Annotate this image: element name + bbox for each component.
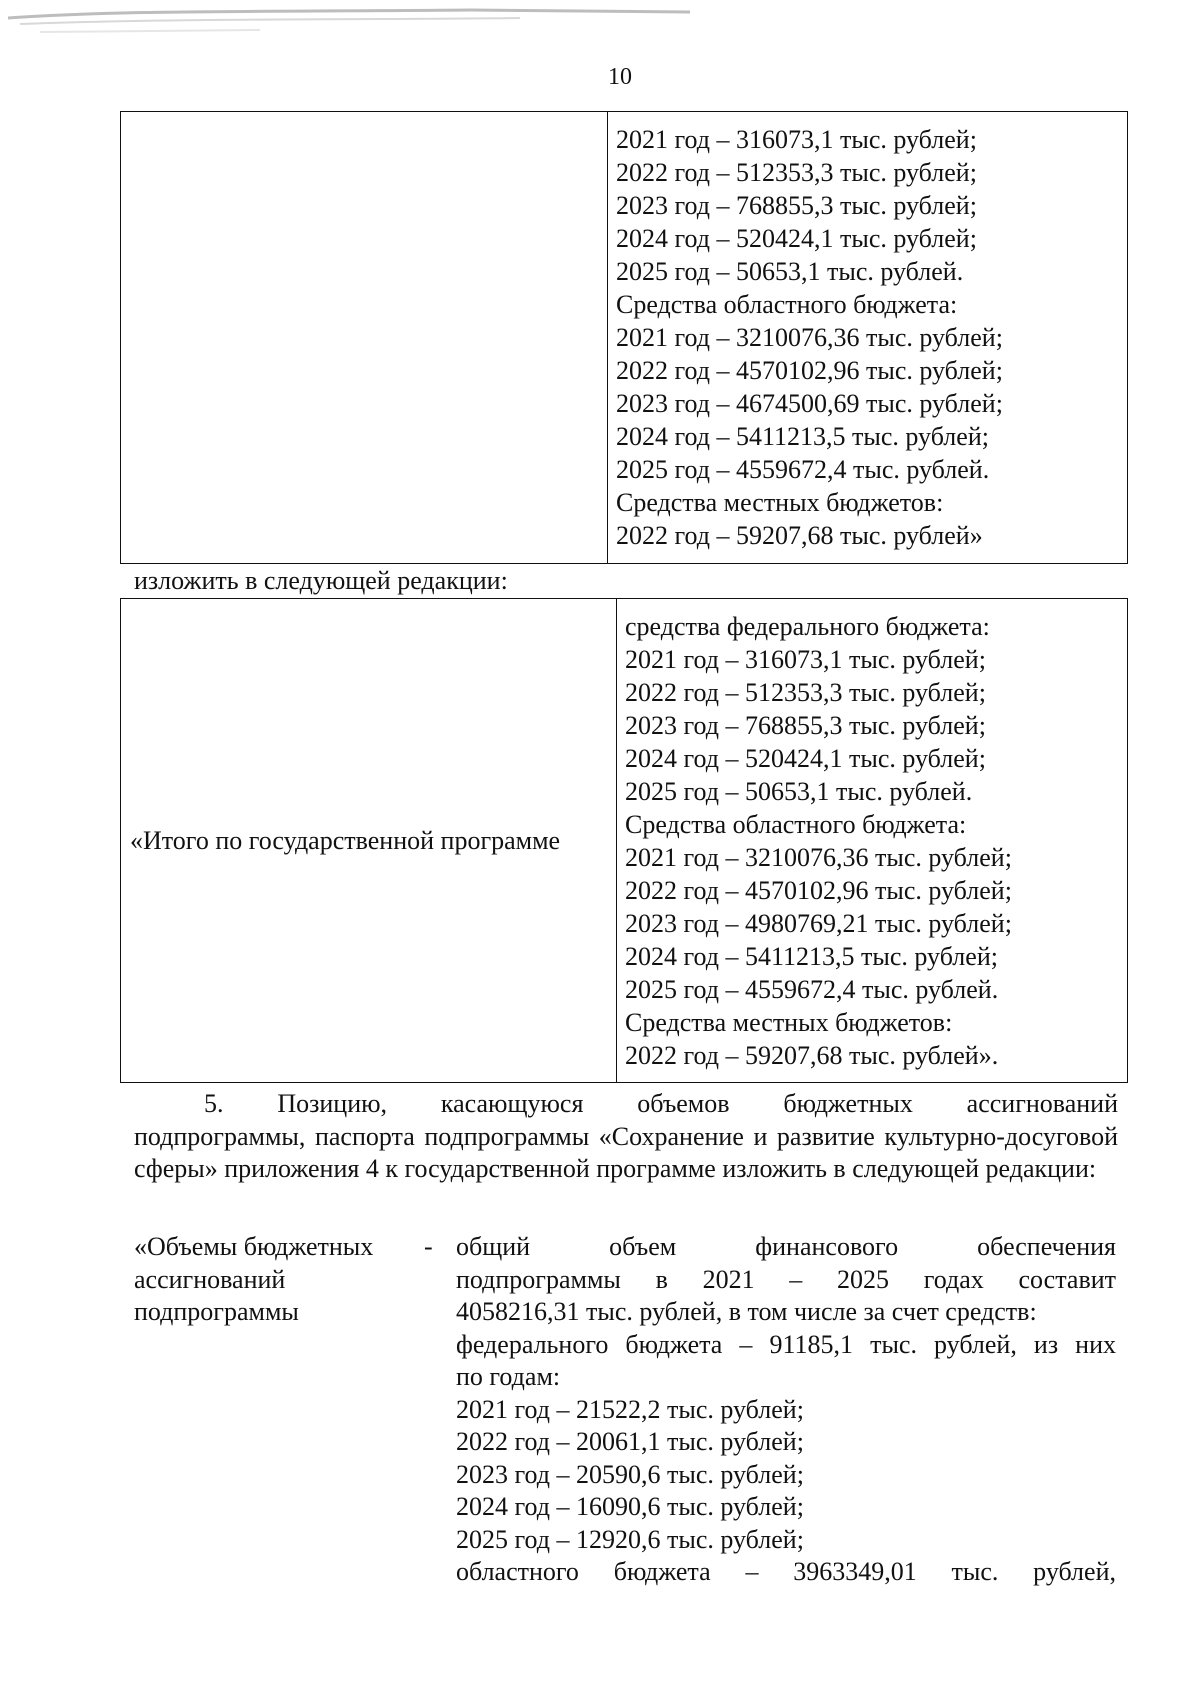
funding-lines-cell: [617, 599, 1128, 1083]
funding-line: 2023 год – 768855,3 тыс. рублей;: [625, 711, 986, 740]
funding-heading: средства федерального бюджета:: [625, 612, 990, 641]
funding-line: 2025 год – 4559672,4 тыс. рублей.: [625, 975, 999, 1004]
funding-heading: Средства местных бюджетов:: [625, 1008, 953, 1037]
empty-left-cell: [121, 112, 608, 564]
federal-budget-line: федерального бюджета – 91185,1 тыс. рублей, из них: [456, 1329, 1116, 1359]
funding-line: 2024 год – 5411213,5 тыс. рублей;: [625, 942, 998, 971]
connector-text: изложить в следующей редакции:: [134, 566, 508, 595]
description-line: подпрограммы в 2021 – 2025 годах составит: [456, 1264, 1116, 1294]
funding-line: 2022 год – 512353,3 тыс. рублей;: [625, 678, 986, 707]
table-before: [120, 111, 1128, 564]
description-line: общий объем финансового обеспечения: [456, 1232, 1116, 1261]
funding-line: 2024 год – 5411213,5 тыс. рублей;: [616, 422, 989, 451]
funding-line: 2024 год – 520424,1 тыс. рублей;: [625, 744, 986, 773]
funding-heading: Средства местных бюджетов:: [616, 488, 944, 517]
scan-artifact: [0, 0, 740, 40]
funding-line: 2022 год – 59207,68 тыс. рублей»: [616, 521, 983, 550]
year-funding-line: 2023 год – 20590,6 тыс. рублей;: [456, 1459, 804, 1489]
position-label-line: ассигнований: [134, 1264, 286, 1294]
funding-line: 2025 год – 50653,1 тыс. рублей.: [625, 777, 973, 806]
itogo-label: «Итого по государственной программе: [121, 599, 617, 1083]
funding-line: 2024 год – 520424,1 тыс. рублей;: [616, 224, 977, 253]
funding-line: 2022 год – 4570102,96 тыс. рублей;: [625, 876, 1012, 905]
funding-heading: Средства областного бюджета:: [616, 290, 958, 319]
year-funding-line: 2025 год – 12920,6 тыс. рублей;: [456, 1524, 804, 1554]
funding-line: 2021 год – 316073,1 тыс. рублей;: [616, 125, 977, 154]
position-label: [134, 1231, 373, 1329]
funding-line: 2021 год – 3210076,36 тыс. рублей;: [616, 323, 1003, 352]
funding-line: 2022 год – 512353,3 тыс. рублей;: [616, 158, 977, 187]
page-number: 10: [608, 64, 632, 90]
year-funding-line: 2022 год – 20061,1 тыс. рублей;: [456, 1427, 804, 1456]
funding-line: 2021 год – 316073,1 тыс. рублей;: [625, 645, 986, 674]
funding-line: 2025 год – 4559672,4 тыс. рублей.: [616, 455, 990, 484]
paragraph-5-first-line: 5. Позицию, касающуюся объемов бюджетных ассигнований: [204, 1089, 1118, 1118]
position-label-line: «Объемы бюджетных: [134, 1232, 374, 1261]
funding-line: 2023 год – 4980769,21 тыс. рублей;: [625, 909, 1012, 938]
table-after: [120, 598, 1128, 1083]
funding-line: 2022 год – 59207,68 тыс. рублей».: [625, 1041, 999, 1070]
funding-line: 2023 год – 768855,3 тыс. рублей;: [616, 191, 977, 220]
position-description: [456, 1231, 1116, 1589]
funding-line: 2022 год – 4570102,96 тыс. рублей;: [616, 356, 1003, 385]
paragraph-5: [134, 1088, 1118, 1186]
description-line: по годам:: [456, 1362, 561, 1391]
funding-lines-cell: [608, 112, 1128, 564]
regional-budget-line: областного бюджета – 3963349,01 тыс. рублей,: [456, 1557, 1116, 1586]
position-label-line: подпрограммы: [134, 1297, 299, 1326]
paragraph-5-body: подпрограммы, паспорта подпрограммы «Сохранение и развитие культурно-досуговой сферы» приложения 4 к государственной программе изложить в следующей редакции:: [134, 1121, 1118, 1183]
funding-line: 2025 год – 50653,1 тыс. рублей.: [616, 257, 964, 286]
funding-line: 2023 год – 4674500,69 тыс. рублей;: [616, 389, 1003, 418]
position-dash: -: [424, 1232, 433, 1261]
funding-heading: Средства областного бюджета:: [625, 810, 967, 839]
year-funding-line: 2024 год – 16090,6 тыс. рублей;: [456, 1492, 804, 1521]
description-line: 4058216,31 тыс. рублей, в том числе за счет средств:: [456, 1297, 1037, 1326]
year-funding-line: 2021 год – 21522,2 тыс. рублей;: [456, 1394, 804, 1424]
funding-line: 2021 год – 3210076,36 тыс. рублей;: [625, 843, 1012, 872]
